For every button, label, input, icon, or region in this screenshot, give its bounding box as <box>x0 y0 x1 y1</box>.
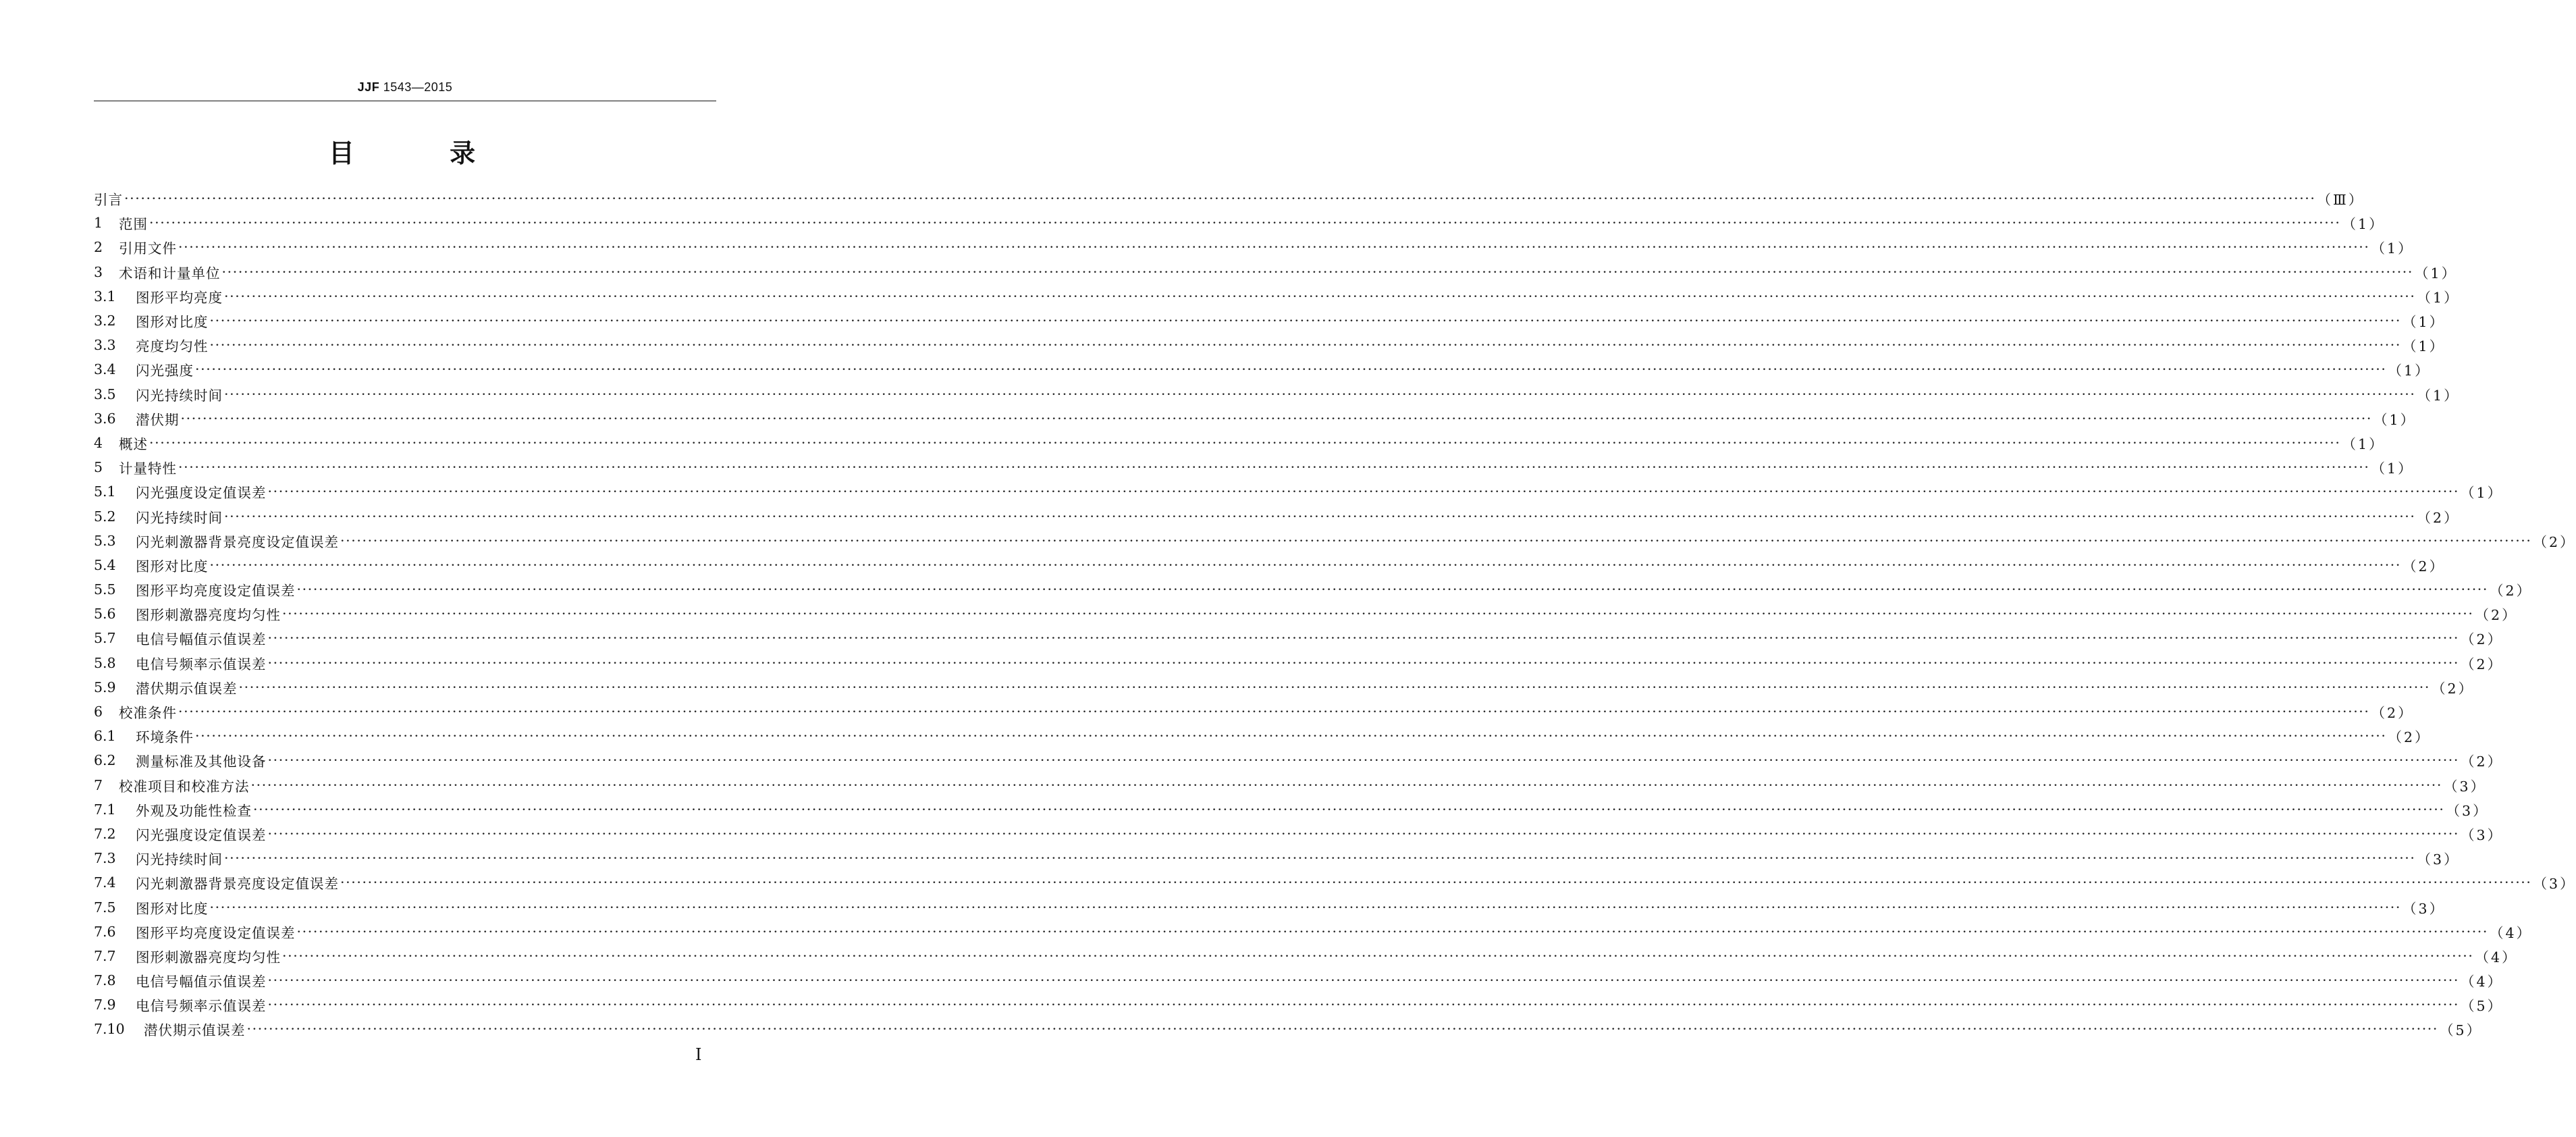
toc-entry[interactable] <box>94 309 2446 333</box>
dot-leader: ················································································································································································································································································································································································································ <box>246 1021 2439 1038</box>
toc-entry-title: 闪光持续时间 <box>136 509 223 526</box>
dot-leader: ················································································································································································································································································································································································································ <box>209 556 2402 573</box>
dot-leader: ················································································································································································································································································································································································································ <box>195 728 2387 745</box>
toc-entry[interactable] <box>94 797 2489 822</box>
toc-entry-number: 4 <box>94 434 103 451</box>
dot-leader: ················································································································································································································································································································································································································ <box>267 825 2460 842</box>
toc-entry-number: 3 <box>94 263 103 280</box>
running-header <box>95 80 716 95</box>
toc-entry[interactable] <box>94 895 2446 919</box>
dot-leader: ················································································································································································································································································································································································································ <box>149 434 2341 451</box>
toc-entry-page: （3） <box>2444 778 2487 795</box>
dot-leader: ················································································································································································································································································································································································································ <box>267 483 2460 500</box>
toc-entry-number: 5.6 <box>94 606 116 623</box>
dot-leader: ················································································································································································································································································································································································································ <box>282 947 2474 964</box>
toc-entry-number: 3.5 <box>94 386 116 402</box>
standard-number: 1543—2015 <box>383 80 453 94</box>
toc-entry-title: 电信号频率示值误差 <box>136 656 267 672</box>
toc-entry-title: 图形对比度 <box>136 900 209 917</box>
toc-entry[interactable] <box>94 553 2446 577</box>
toc-entry-number: 5.3 <box>94 532 116 549</box>
dot-leader: ················································································································································································································································································································································································································ <box>209 337 2402 354</box>
toc-entry-number: 2 <box>94 239 103 256</box>
toc-entry-number: 7.7 <box>94 947 116 964</box>
toc-entry-title: 潜伏期 <box>136 411 180 428</box>
toc-entry-number: 3.2 <box>94 313 116 329</box>
toc-entry-page: （1） <box>2371 460 2414 477</box>
toc-entry-title: 图形平均亮度设定值误差 <box>136 924 296 941</box>
toc-entry-number: 5.4 <box>94 556 116 573</box>
toc-entry-number: 7.5 <box>94 899 116 916</box>
toc-entry-page: （1） <box>2417 289 2460 306</box>
toc-entry[interactable] <box>94 260 2458 284</box>
toc-entry[interactable] <box>94 1017 2483 1041</box>
toc-entry-title: 闪光刺激器背景亮度设定值误差 <box>136 876 339 893</box>
standard-code: JJF <box>357 80 380 94</box>
toc-entry[interactable] <box>94 748 2504 772</box>
dot-leader: ················································································································································································································································································································································································································ <box>195 361 2387 378</box>
toc-entry-page: （Ⅲ） <box>2317 192 2365 209</box>
toc-entry-title: 闪光持续时间 <box>136 387 223 404</box>
toc-entry-title: 概述 <box>119 435 148 452</box>
toc-entry[interactable] <box>94 675 2475 699</box>
toc-entry-number: 7.6 <box>94 923 116 940</box>
dot-leader: ················································································································································································································································································································································································································ <box>224 386 2416 402</box>
dot-leader: ················································································································································································································································································································································································································ <box>221 263 2414 280</box>
toc-entry-number: 6.1 <box>94 728 116 745</box>
toc-entry-title: 潜伏期示值误差 <box>136 680 238 697</box>
toc-entry-title: 范围 <box>119 216 148 233</box>
toc-entry-title: 外观及功能性检查 <box>136 802 252 819</box>
toc-entry-page: （1） <box>2371 240 2414 257</box>
toc-entry[interactable] <box>94 651 2504 675</box>
table-of-contents <box>94 186 2576 1042</box>
toc-entry-title: 图形刺激器亮度均匀性 <box>136 607 281 624</box>
toc-entry-title: 图形平均亮度 <box>136 289 223 306</box>
toc-entry-number: 7.9 <box>94 997 116 1013</box>
toc-entry-number: 7 <box>94 776 103 793</box>
toc-entry[interactable] <box>94 211 2385 235</box>
toc-entry-number: 3.6 <box>94 410 116 427</box>
dot-leader: ················································································································································································································································································································································································································ <box>340 532 2532 549</box>
toc-entry-title: 图形对比度 <box>136 558 209 575</box>
toc-entry-page: （4） <box>2490 924 2533 941</box>
toc-entry[interactable] <box>94 773 2487 797</box>
toc-entry-page: （1） <box>2388 363 2431 379</box>
dot-leader: ················································································································································································································································································································································································································ <box>149 215 2341 232</box>
toc-entry[interactable] <box>94 529 2576 553</box>
toc-entry[interactable] <box>94 479 2504 504</box>
toc-entry[interactable] <box>94 626 2504 650</box>
toc-entry[interactable] <box>94 993 2504 1017</box>
dot-leader: ················································································································································································································································································································································································································ <box>267 630 2460 647</box>
toc-entry-number: 5 <box>94 459 103 476</box>
toc-entry-title: 图形对比度 <box>136 314 209 331</box>
toc-entry-page: （1） <box>2461 485 2504 502</box>
toc-entry-number: 5.5 <box>94 581 116 598</box>
toc-entry-title: 闪光强度设定值误差 <box>136 485 267 502</box>
dot-leader: ················································································································································································································································································································································································································ <box>267 752 2460 769</box>
toc-entry-number: 7.1 <box>94 801 116 818</box>
dot-leader: ················································································································································································································································································································································································································ <box>209 313 2402 329</box>
toc-entry-number: 5.1 <box>94 483 116 500</box>
toc-entry-number: 7.4 <box>94 874 116 891</box>
toc-entry-page: （3） <box>2461 826 2504 843</box>
toc-entry-page: （2） <box>2461 656 2504 672</box>
toc-entry[interactable] <box>94 577 2533 602</box>
toc-entry[interactable] <box>94 920 2533 944</box>
toc-entry-title: 计量特性 <box>119 460 177 477</box>
toc-entry-page: （2） <box>2432 680 2475 697</box>
toc-entry-title: 闪光刺激器背景亮度设定值误差 <box>136 533 339 550</box>
toc-entry-number: 1 <box>94 215 103 232</box>
toc-entry-page: （3） <box>2403 900 2446 917</box>
toc-entry-title: 测量标准及其他设备 <box>136 753 267 770</box>
dot-leader: ················································································································································································································································································································································································································ <box>180 410 2373 427</box>
dot-leader: ················································································································································································································································································································································································································ <box>224 508 2416 525</box>
toc-entry-title: 图形刺激器亮度均匀性 <box>136 949 281 966</box>
dot-leader: ················································································································································································································································································································································································································ <box>267 972 2460 989</box>
toc-entry-title: 校准条件 <box>119 705 177 722</box>
toc-entry-page: （2） <box>2403 558 2446 575</box>
toc-entry-number: 7.3 <box>94 850 116 867</box>
toc-entry-page: （4） <box>2475 949 2518 966</box>
toc-entry[interactable] <box>94 944 2518 968</box>
dot-leader: ················································································································································································································································································································································································································ <box>296 923 2489 940</box>
toc-entry-page: （1） <box>2403 338 2446 355</box>
dot-leader: ················································································································································································································································································································································································································ <box>250 776 2443 793</box>
page-number: Ⅰ <box>695 1045 702 1064</box>
toc-entry[interactable] <box>94 382 2460 406</box>
toc-entry-page: （1） <box>2403 314 2446 331</box>
toc-entry-page: （2） <box>2490 583 2533 600</box>
toc-entry-page: （2） <box>2461 631 2504 648</box>
toc-entry-number: 3.4 <box>94 361 116 378</box>
toc-entry-number: 7.10 <box>94 1021 125 1038</box>
dot-leader: ················································································································································································································································································································································································································ <box>267 997 2460 1013</box>
toc-entry-number: 3.3 <box>94 337 116 354</box>
toc-entry[interactable] <box>94 284 2460 309</box>
toc-entry-title: 闪光强度设定值误差 <box>136 826 267 843</box>
dot-leader: ················································································································································································································································································································································································································ <box>178 459 2370 476</box>
toc-entry-title: 校准项目和校准方法 <box>119 778 250 795</box>
toc-entry[interactable] <box>94 455 2414 479</box>
toc-entry[interactable] <box>94 846 2460 870</box>
dot-leader: ················································································································································································································································································································································································································ <box>224 850 2416 867</box>
toc-entry[interactable] <box>94 602 2518 626</box>
toc-entry[interactable] <box>94 431 2385 455</box>
dot-leader: ················································································································································································································································································································································································································ <box>296 581 2489 598</box>
toc-entry-page: （2） <box>2533 533 2576 550</box>
toc-entry-number: 5.7 <box>94 630 116 647</box>
toc-entry-title: 电信号频率示值误差 <box>136 998 267 1015</box>
toc-entry-title: 环境条件 <box>136 729 194 746</box>
toc-entry[interactable] <box>94 357 2431 381</box>
toc-entry-page: （2） <box>2371 705 2414 722</box>
toc-entry[interactable] <box>94 235 2414 259</box>
toc-entry-page: （1） <box>2373 411 2417 428</box>
dot-leader: ················································································································································································································································································································································································································ <box>178 704 2370 720</box>
toc-entry-page: （1） <box>2342 435 2385 452</box>
toc-entry-title: 亮度均匀性 <box>136 338 209 355</box>
toc-entry-number: 7.2 <box>94 825 116 842</box>
toc-entry-page: （5） <box>2440 1022 2483 1039</box>
toc-entry-page: （2） <box>2461 753 2504 770</box>
toc-entry-page: （1） <box>2417 387 2460 404</box>
toc-entry-page: （5） <box>2461 998 2504 1015</box>
toc-entry-title: 电信号幅值示值误差 <box>136 631 267 648</box>
dot-leader: ················································································································································································································································································································································································································ <box>124 190 2316 207</box>
toc-entry-page: （2） <box>2388 729 2431 746</box>
toc-entry-page: （4） <box>2461 974 2504 990</box>
dot-leader: ················································································································································································································································································································································································································ <box>224 288 2416 305</box>
toc-entry-number: 6.2 <box>94 752 116 769</box>
dot-leader: ················································································································································································································································································································································································································ <box>178 239 2370 256</box>
toc-entry[interactable] <box>94 333 2446 357</box>
toc-entry[interactable] <box>94 724 2431 748</box>
toc-entry-number: 6 <box>94 704 103 720</box>
toc-entry-number: 5.8 <box>94 654 116 671</box>
dot-leader: ················································································································································································································································································································································································································ <box>209 899 2402 916</box>
toc-entry-title: 引言 <box>94 192 123 209</box>
toc-entry-page: （2） <box>2475 607 2518 624</box>
toc-entry-number: 5.9 <box>94 679 116 695</box>
toc-entry-number: 5.2 <box>94 508 116 525</box>
toc-entry-page: （3） <box>2417 851 2460 868</box>
toc-entry-title: 电信号幅值示值误差 <box>136 974 267 990</box>
toc-entry-title: 潜伏期示值误差 <box>144 1022 246 1039</box>
page-title: 目 录 <box>328 138 519 168</box>
toc-entry[interactable] <box>94 186 2365 211</box>
toc-entry-page: （2） <box>2417 509 2460 526</box>
toc-entry-page: （1） <box>2342 216 2385 233</box>
toc-entry-title: 引用文件 <box>119 240 177 257</box>
toc-entry-title: 术语和计量单位 <box>119 265 221 282</box>
toc-entry-number: 7.8 <box>94 972 116 989</box>
dot-leader: ················································································································································································································································································································································································································ <box>253 801 2445 818</box>
dot-leader: ················································································································································································································································································································································································································ <box>282 606 2474 623</box>
dot-leader: ················································································································································································································································································································································································································ <box>340 874 2532 891</box>
toc-entry-title: 图形平均亮度设定值误差 <box>136 583 296 600</box>
toc-entry[interactable] <box>94 968 2504 993</box>
toc-entry[interactable] <box>94 822 2504 846</box>
toc-entry[interactable] <box>94 406 2417 431</box>
toc-entry-number: 3.1 <box>94 288 116 305</box>
toc-entry-title: 闪光持续时间 <box>136 851 223 868</box>
toc-entry[interactable] <box>94 870 2576 895</box>
toc-entry-page: （3） <box>2446 802 2489 819</box>
toc-entry-page: （1） <box>2415 265 2458 282</box>
dot-leader: ················································································································································································································································································································································································································ <box>267 654 2460 671</box>
toc-entry-title: 闪光强度 <box>136 363 194 379</box>
toc-entry-page: （3） <box>2533 876 2576 893</box>
toc-entry[interactable] <box>94 504 2460 528</box>
toc-entry[interactable] <box>94 699 2414 724</box>
dot-leader: ················································································································································································································································································································································································································ <box>238 679 2431 695</box>
